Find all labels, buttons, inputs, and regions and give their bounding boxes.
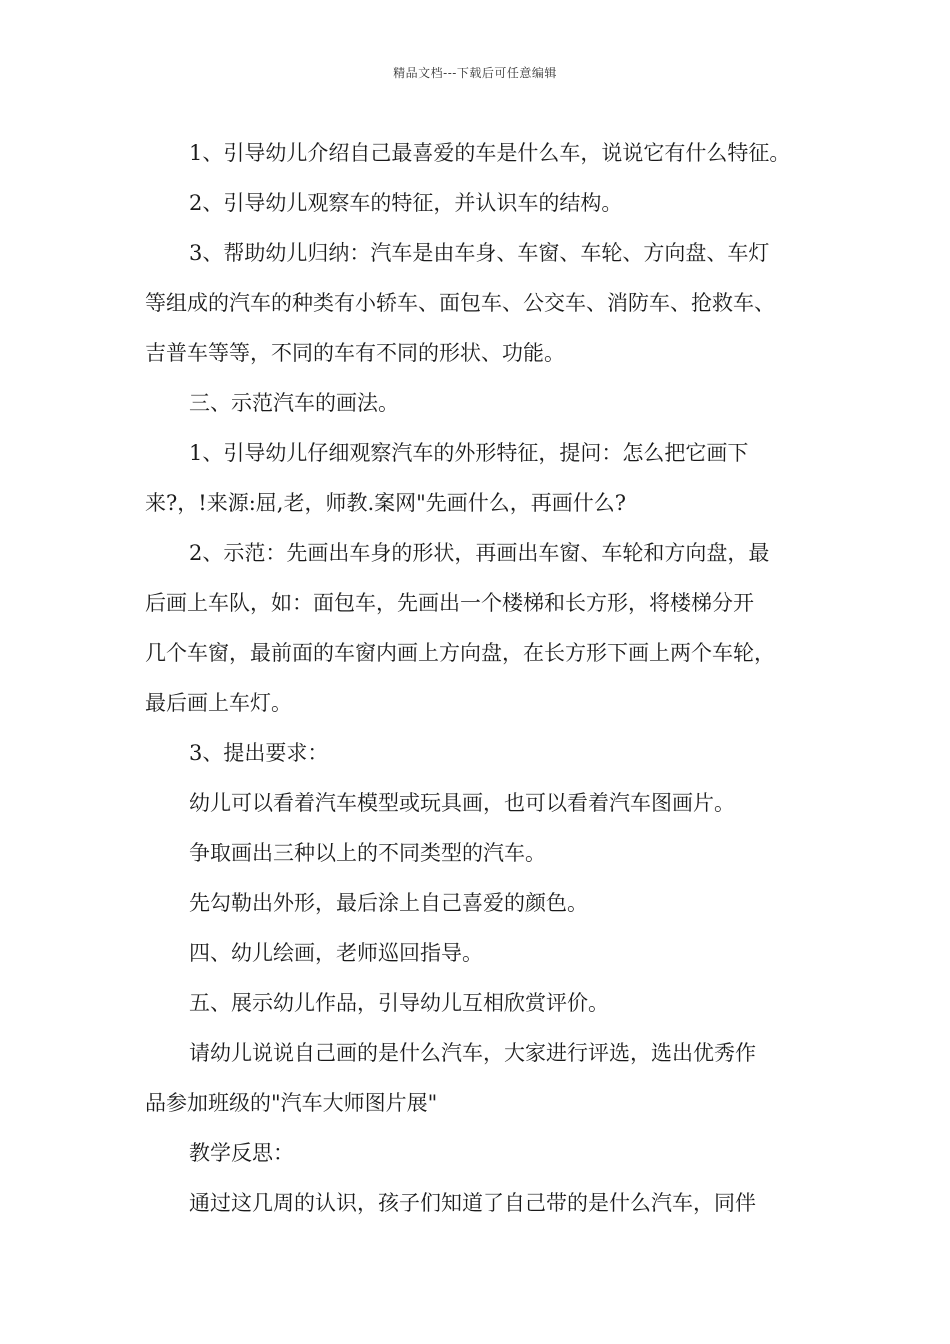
body-line: 3、提出要求：	[189, 741, 329, 765]
page-header: 精品文档---下载后可任意编辑	[393, 66, 557, 80]
body-line: 1、引导幼儿介绍自己最喜爱的车是什么车，说说它有什么特征。	[189, 141, 791, 165]
body-line: 几个车窗，最前面的车窗内画上方向盘，在长方形下画上两个车轮，	[145, 641, 775, 665]
body-line: 品参加班级的"汽车大师图片展"	[145, 1091, 438, 1115]
body-line: 请幼儿说说自己画的是什么汽车，大家进行评选，选出优秀作	[189, 1041, 756, 1065]
body-line: 后画上车队，如：面包车，先画出一个楼梯和长方形，将楼梯分开	[145, 591, 754, 615]
section-heading: 五、展示幼儿作品，引导幼儿互相欣赏评价。	[189, 991, 609, 1015]
body-line: 通过这几周的认识，孩子们知道了自己带的是什么汽车，同伴	[189, 1191, 756, 1215]
body-line: 1、引导幼儿仔细观察汽车的外形特征，提问：怎么把它画下	[189, 441, 749, 465]
section-heading: 四、幼儿绘画，老师巡回指导。	[189, 941, 483, 965]
body-line: 最后画上车灯。	[145, 691, 292, 715]
body-line: 幼儿可以看着汽车模型或玩具画，也可以看着汽车图画片。	[189, 791, 735, 815]
section-heading: 教学反思：	[189, 1141, 294, 1165]
body-line: 争取画出三种以上的不同类型的汽车。	[189, 841, 546, 865]
document-body	[145, 128, 825, 1228]
body-line: 3、帮助幼儿归纳：汽车是由车身、车窗、车轮、方向盘、车灯	[189, 241, 770, 265]
body-line: 2、示范：先画出车身的形状，再画出车窗、车轮和方向盘，最	[189, 541, 770, 565]
body-line: 来?，!来源:屈,老，师教.案网"先画什么，再画什么?	[145, 491, 627, 515]
section-heading: 三、示范汽车的画法。	[189, 391, 399, 415]
body-line: 先勾勒出外形，最后涂上自己喜爱的颜色。	[189, 891, 588, 915]
body-line: 等组成的汽车的种类有小轿车、面包车、公交车、消防车、抢救车、	[145, 291, 775, 315]
body-line: 吉普车等等，不同的车有不同的形状、功能。	[145, 341, 565, 365]
body-line: 2、引导幼儿观察车的特征，并认识车的结构。	[189, 191, 623, 215]
